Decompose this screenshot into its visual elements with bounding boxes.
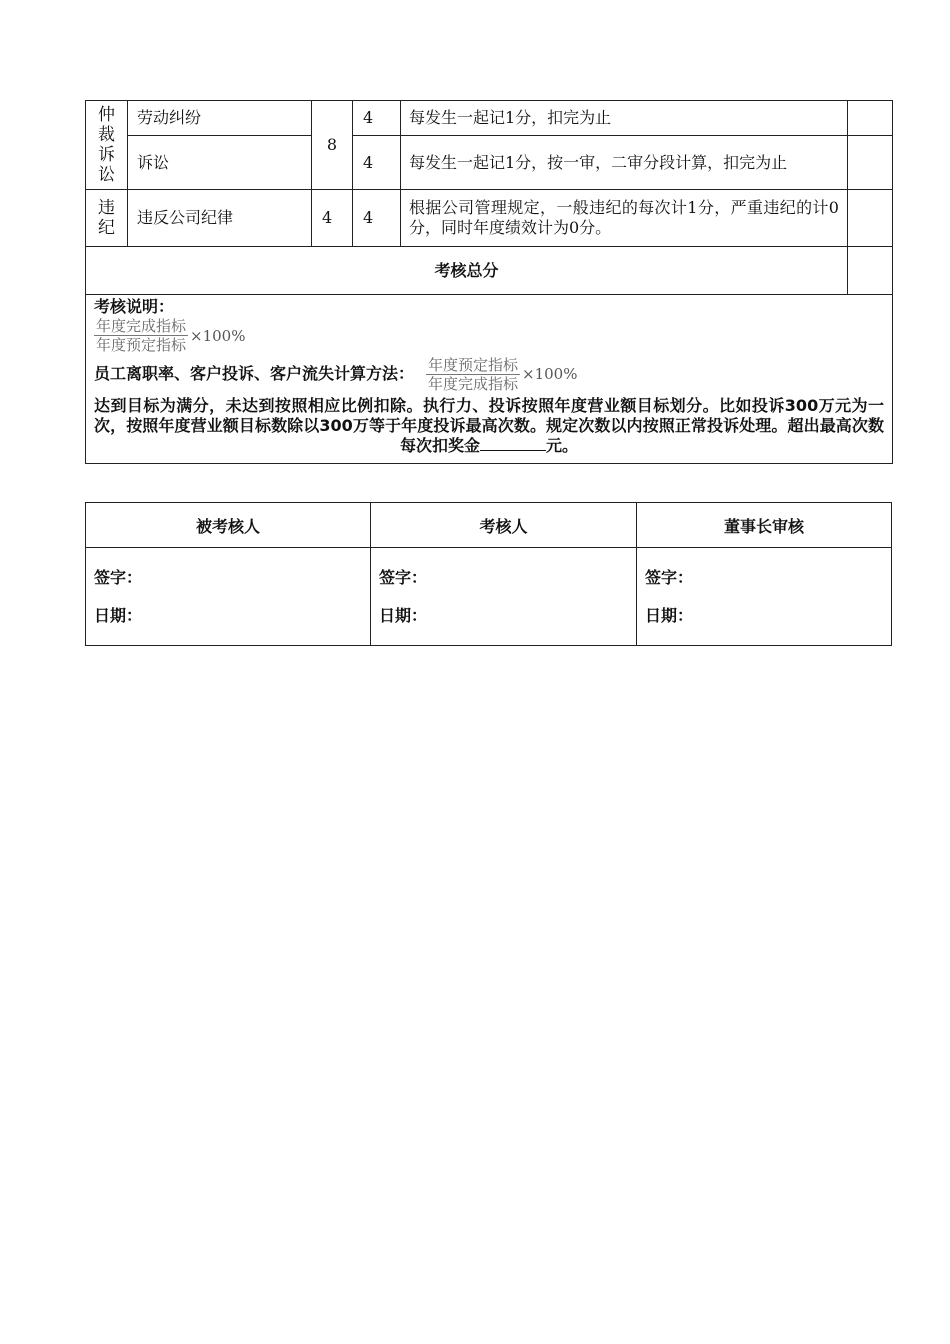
description-cell: 每发生一起记1分，扣完为止: [401, 101, 848, 136]
score-cell: 4: [353, 136, 401, 190]
table-row: [86, 101, 893, 136]
header-chairman: 董事长审核: [637, 503, 892, 548]
chairman-sign-cell[interactable]: [637, 548, 892, 646]
item-cell: 诉讼: [128, 136, 312, 190]
date-label: 日期：: [379, 606, 428, 625]
notes-heading: 考核说明：: [94, 297, 175, 316]
signature-header-row: [86, 503, 892, 548]
assessment-table: [85, 100, 893, 464]
formula-turnover-rate: [426, 356, 577, 393]
item-cell: 劳动纠纷: [128, 101, 312, 136]
assessor-sign-cell[interactable]: [371, 548, 637, 646]
sign-label: 签字：: [379, 568, 428, 587]
formula-numerator: 年度预定指标: [428, 355, 519, 374]
sign-label: 签字：: [645, 568, 694, 587]
formula-denominator: 年度完成指标: [428, 374, 519, 393]
bonus-amount-blank[interactable]: [480, 436, 546, 451]
result-cell[interactable]: [848, 190, 893, 247]
notes-text: 达到目标为满分，未达到按照相应比例扣除。执行力、投诉按照年度营业额目标划分。比如投诉300万元为一次，按照年度营业额目标数除以300万等于年度投诉最高次数。规定次数以内按照正常投诉处理。超出最高次数每次扣奖金: [94, 396, 884, 455]
formula-completion-rate: [94, 317, 245, 354]
assessee-sign-cell[interactable]: [86, 548, 371, 646]
table-row: [86, 190, 893, 247]
category-cell: [86, 101, 128, 190]
total-score-label: 考核总分: [86, 247, 848, 295]
date-label: 日期：: [645, 606, 694, 625]
category-label: 违纪: [98, 198, 115, 238]
formula2-label: 员工离职率、客户投诉、客户流失计算方法：: [94, 364, 415, 383]
result-cell[interactable]: [848, 101, 893, 136]
date-label: 日期：: [94, 606, 143, 625]
formula-numerator: 年度完成指标: [96, 317, 187, 335]
notes-paragraph: [94, 396, 884, 456]
notes-row: [86, 295, 893, 464]
header-assessor: 考核人: [371, 503, 637, 548]
formula-multiplier: ×100%: [190, 326, 246, 345]
description-cell: 每发生一起记1分，按一审，二审分段计算，扣完为止: [401, 136, 848, 190]
result-cell[interactable]: [848, 136, 893, 190]
item-cell: 违反公司纪律: [128, 190, 312, 247]
total-row: [86, 247, 893, 295]
score-cell: 4: [353, 190, 401, 247]
category-cell: [86, 190, 128, 247]
weight-cell: 4: [312, 190, 353, 247]
notes-text-end: 元。: [546, 436, 579, 455]
formula-denominator: 年度预定指标: [96, 336, 187, 354]
signature-row: [86, 548, 892, 646]
weight-cell: 8: [312, 101, 353, 190]
assessment-notes: [86, 295, 893, 464]
description-cell: 根据公司管理规定，一般违纪的每次计1分，严重违纪的计0分，同时年度绩效计为0分。: [401, 190, 848, 247]
score-cell: 4: [353, 101, 401, 136]
formula-multiplier: ×100%: [522, 365, 578, 383]
formula-line-2: [94, 354, 884, 394]
total-score-cell[interactable]: [848, 247, 893, 295]
table-row: [86, 136, 893, 190]
sign-label: 签字：: [94, 568, 143, 587]
header-assessee: 被考核人: [86, 503, 371, 548]
category-label: 仲裁诉讼: [98, 105, 115, 185]
signature-table: [85, 502, 892, 646]
